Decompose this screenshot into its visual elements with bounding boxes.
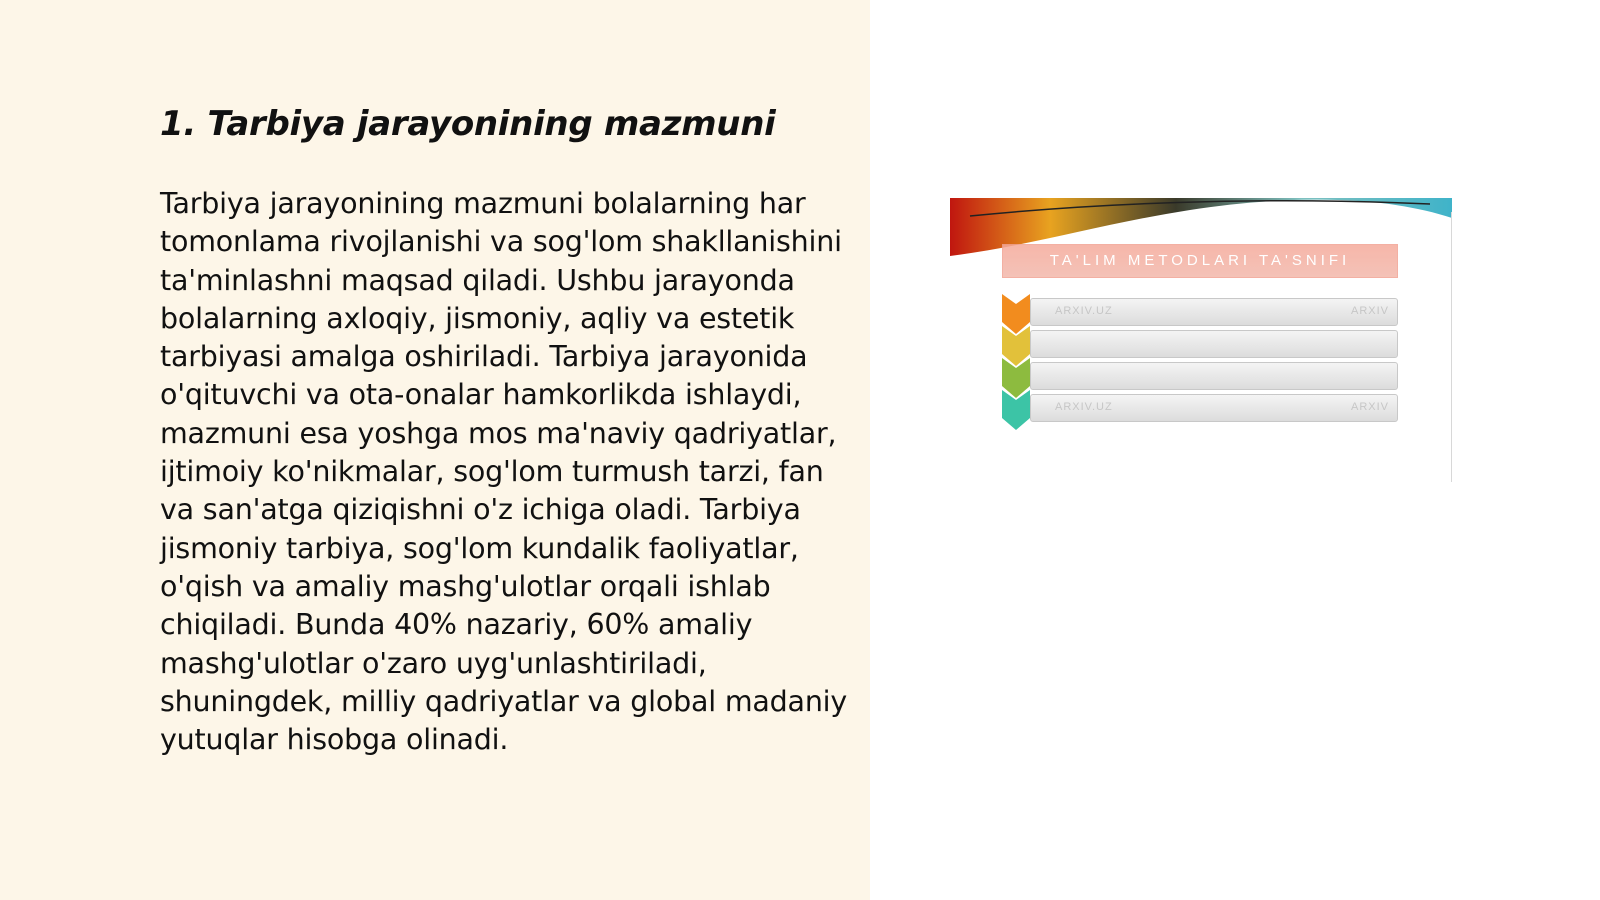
thumbnail-row xyxy=(1030,330,1398,358)
thumbnail-row xyxy=(1030,362,1398,390)
row-right-text: ARXIV xyxy=(1350,305,1389,317)
slide-thumbnail-image xyxy=(950,198,1452,482)
slide-body-text: Tarbiya jarayonining mazmuni bolalarning har tomonlama rivojlanishi va sog'lom shakllanishini ta'minlashni maqsad qiladi. Ushbu jarayonda bolalarning axloqiy, jismoniy, aqliy va estetik tarbiyasi amalga oshiriladi. Tarbiya jarayonida o'qituvchi va ota-onalar hamkorlikda ishlaydi, mazmuni esa yoshga mos ma'naviy qadriyatlar, ijtimoiy ko'nikmalar, sog'lom turmush tarzi, fan va san'atga qiziqishni o'z ichiga oladi. Tarbiya jismoniy tarbiya, sog'lom kundalik faoliyatlar, o'qish va amaliy mashg'ulotlar orqali ishlab chiqiladi. Bunda 40% nazariy, 60% amaliy mashg'ulotlar o'zaro uyg'unlashtiriladi, shuningdek, milliy qadriyatlar va global madaniy yutuqlar hisobga olinadi. xyxy=(160,187,848,757)
slide-title: 1. Tarbiya jarayonining mazmuni xyxy=(160,104,776,144)
thumbnail-row xyxy=(1030,298,1398,326)
thumbnail-row xyxy=(1030,394,1398,422)
thumbnail-header: TA'LIM METODLARI TA'SNIFI xyxy=(1002,244,1398,278)
chevron-teal-icon xyxy=(1002,390,1030,430)
row-left-text: ARXIV.UZ xyxy=(1055,401,1113,413)
row-left-text: ARXIV.UZ xyxy=(1055,305,1113,317)
row-right-text: ARXIV xyxy=(1350,401,1389,413)
